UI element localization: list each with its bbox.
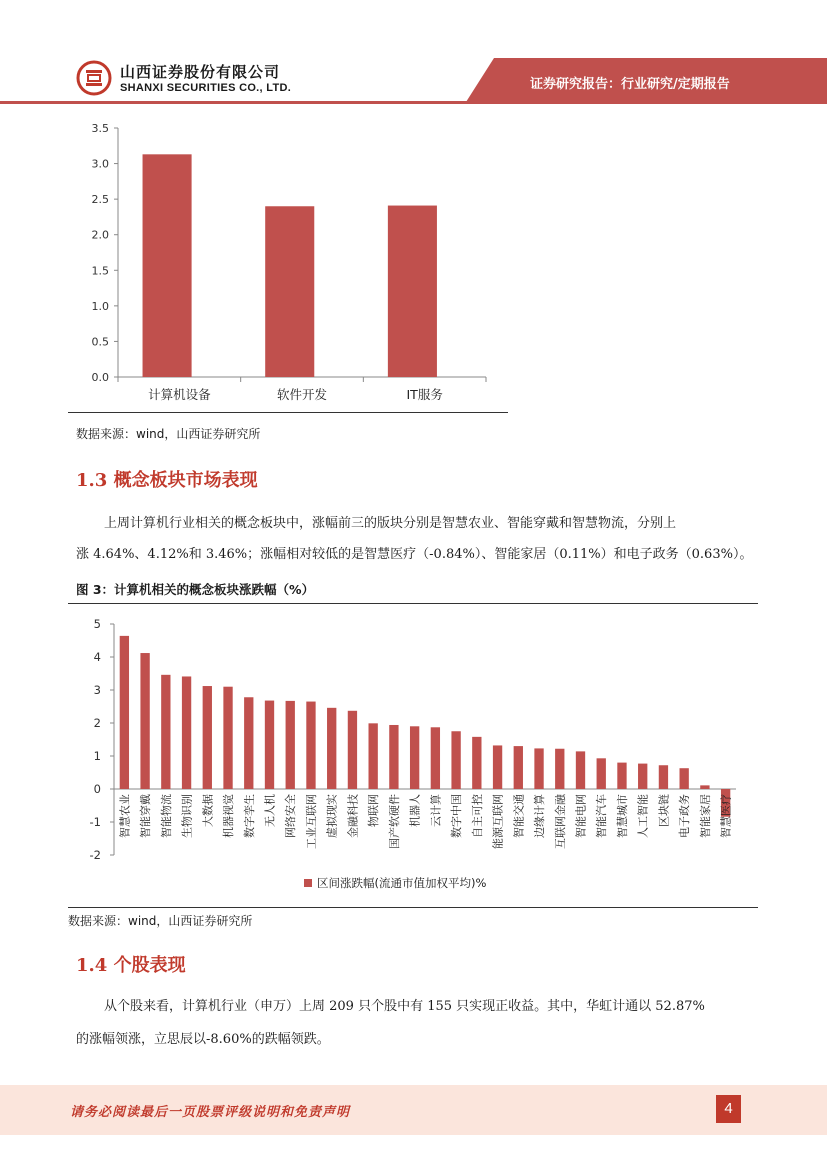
bar [389,725,398,789]
y-tick-label: -2 [89,848,101,862]
bar [306,702,315,789]
y-tick-label: 2 [93,716,101,730]
x-tick-label: 计算机设备 [148,387,211,402]
bar [265,206,314,377]
x-tick-label: 智慧城市 [615,794,629,838]
company-logo-icon [76,60,112,96]
x-tick-label: 智能汽车 [595,794,609,838]
bar [143,154,192,377]
x-tick-label: 机器视觉 [222,794,236,838]
bar [638,764,647,789]
bar [472,737,481,789]
y-tick-label: 0.5 [91,335,109,349]
y-tick-label: 1 [93,749,101,763]
y-tick-label: 3 [93,683,101,697]
bar [120,636,129,789]
y-tick-label: 0 [93,782,101,796]
bar [348,711,357,789]
y-tick-label: 2.0 [91,228,109,242]
x-tick-label: 互联网金融 [553,794,567,849]
chart2-bottom-rule [68,907,758,908]
x-tick-label: 软件开发 [276,387,328,402]
bar [534,748,543,789]
bar [617,763,626,789]
figure-3-caption: 图 3：计算机相关的概念板块涨跌幅（%） [76,582,315,597]
x-tick-label: 智能家居 [698,794,712,838]
bar [203,686,212,789]
chart2-top-rule [68,603,758,604]
x-tick-label: 自主可控 [470,794,484,838]
company-name-cn: 山西证券股份有限公司 [120,63,281,81]
x-tick-label: 无人机 [263,794,277,827]
x-tick-label: 网络安全 [284,794,298,838]
section-1-3-heading: 1.3 概念板块市场表现 [76,470,258,491]
y-tick-label: 0.0 [91,371,109,384]
x-tick-label: 国产软硬件 [387,794,401,849]
bar [161,675,170,789]
bar [286,701,295,789]
x-tick-label: 金融科技 [346,794,360,838]
bar [700,785,709,789]
y-tick-label: -1 [89,815,101,829]
company-name-en: SHANXI SECURITIES CO., LTD. [120,82,292,94]
x-tick-label: IT服务 [406,387,443,402]
bar [388,206,437,377]
x-tick-label: 电子政务 [678,794,692,838]
bar [223,687,232,789]
section-1-3-para-line2: 涨 4.64%、4.12%和 3.46%；涨幅相对较低的是智慧医疗（-0.84%）、智能家居（0.11%）和电子政务（0.63%）。 [76,547,753,562]
bar [597,758,606,789]
x-tick-label: 机器人 [408,794,422,827]
report-type: 证券研究报告：行业研究/定期报告 [530,77,730,92]
legend-swatch [304,879,312,887]
bar [680,768,689,789]
bar [410,726,419,789]
x-tick-label: 智能穿戴 [139,794,153,838]
y-tick-label: 3.0 [91,157,109,171]
bar [369,723,378,789]
page-number: 4 [716,1095,741,1123]
x-tick-label: 能源互联网 [491,794,505,849]
bar [265,701,274,789]
y-tick-label: 2.5 [91,193,109,207]
chart1-bottom-rule [68,412,508,413]
concept-sector-bar-chart [68,605,758,910]
x-tick-label: 数字中国 [450,794,464,838]
legend-label: 区间涨跌幅(流通市值加权平均)% [317,876,487,890]
bar [327,708,336,789]
industry-bar-chart [68,115,508,415]
x-tick-label: 智能电网 [574,794,588,838]
y-tick-label: 1.5 [91,264,109,278]
page-header [0,0,827,110]
bar [140,653,149,789]
disclaimer-link[interactable]: 请务必阅读最后一页股票评级说明和免责声明 [70,1105,351,1120]
y-tick-label: 1.0 [91,299,109,313]
x-tick-label: 区块链 [657,794,671,827]
y-tick-label: 5 [93,617,101,631]
x-tick-label: 智能物流 [159,794,173,838]
bar [244,697,253,789]
x-tick-label: 工业互联网 [304,794,318,849]
y-tick-label: 4 [93,650,101,664]
bar [659,765,668,789]
bar [431,727,440,789]
x-tick-label: 智慧医疗 [719,794,733,838]
section-1-3-para-line1: 上周计算机行业相关的概念板块中，涨幅前三的版块分别是智慧农业、智能穿戴和智慧物流，分别上 [104,516,677,531]
x-tick-label: 大数据 [201,794,215,827]
header-rule [0,101,827,104]
x-tick-label: 智能交通 [512,794,526,838]
x-tick-label: 物联网 [367,794,381,827]
section-1-4-para-line2: 的涨幅领涨，立思辰以-8.60%的跌幅领跌。 [76,1032,330,1047]
section-1-4-para-line1: 从个股来看，计算机行业（申万）上周 209 只个股中有 155 只实现正收益。其中，华虹计通以 52.87% [104,999,705,1014]
x-tick-label: 数字孪生 [242,794,256,838]
data-source-2: 数据来源：wind，山西证券研究所 [68,914,253,928]
x-tick-label: 虚拟现实 [325,794,339,838]
y-tick-label: 3.5 [91,122,109,135]
bar [451,731,460,789]
bar [514,746,523,789]
bar [182,676,191,789]
x-tick-label: 人工智能 [636,794,650,838]
data-source-1: 数据来源：wind，山西证券研究所 [76,427,261,441]
x-tick-label: 智慧农业 [118,794,132,838]
bar [576,751,585,789]
x-tick-label: 边缘计算 [533,794,547,838]
x-tick-label: 云计算 [429,794,443,827]
bar [555,749,564,789]
x-tick-label: 生物识别 [180,794,194,838]
bar [493,745,502,789]
section-1-4-heading: 1.4 个股表现 [76,955,186,976]
